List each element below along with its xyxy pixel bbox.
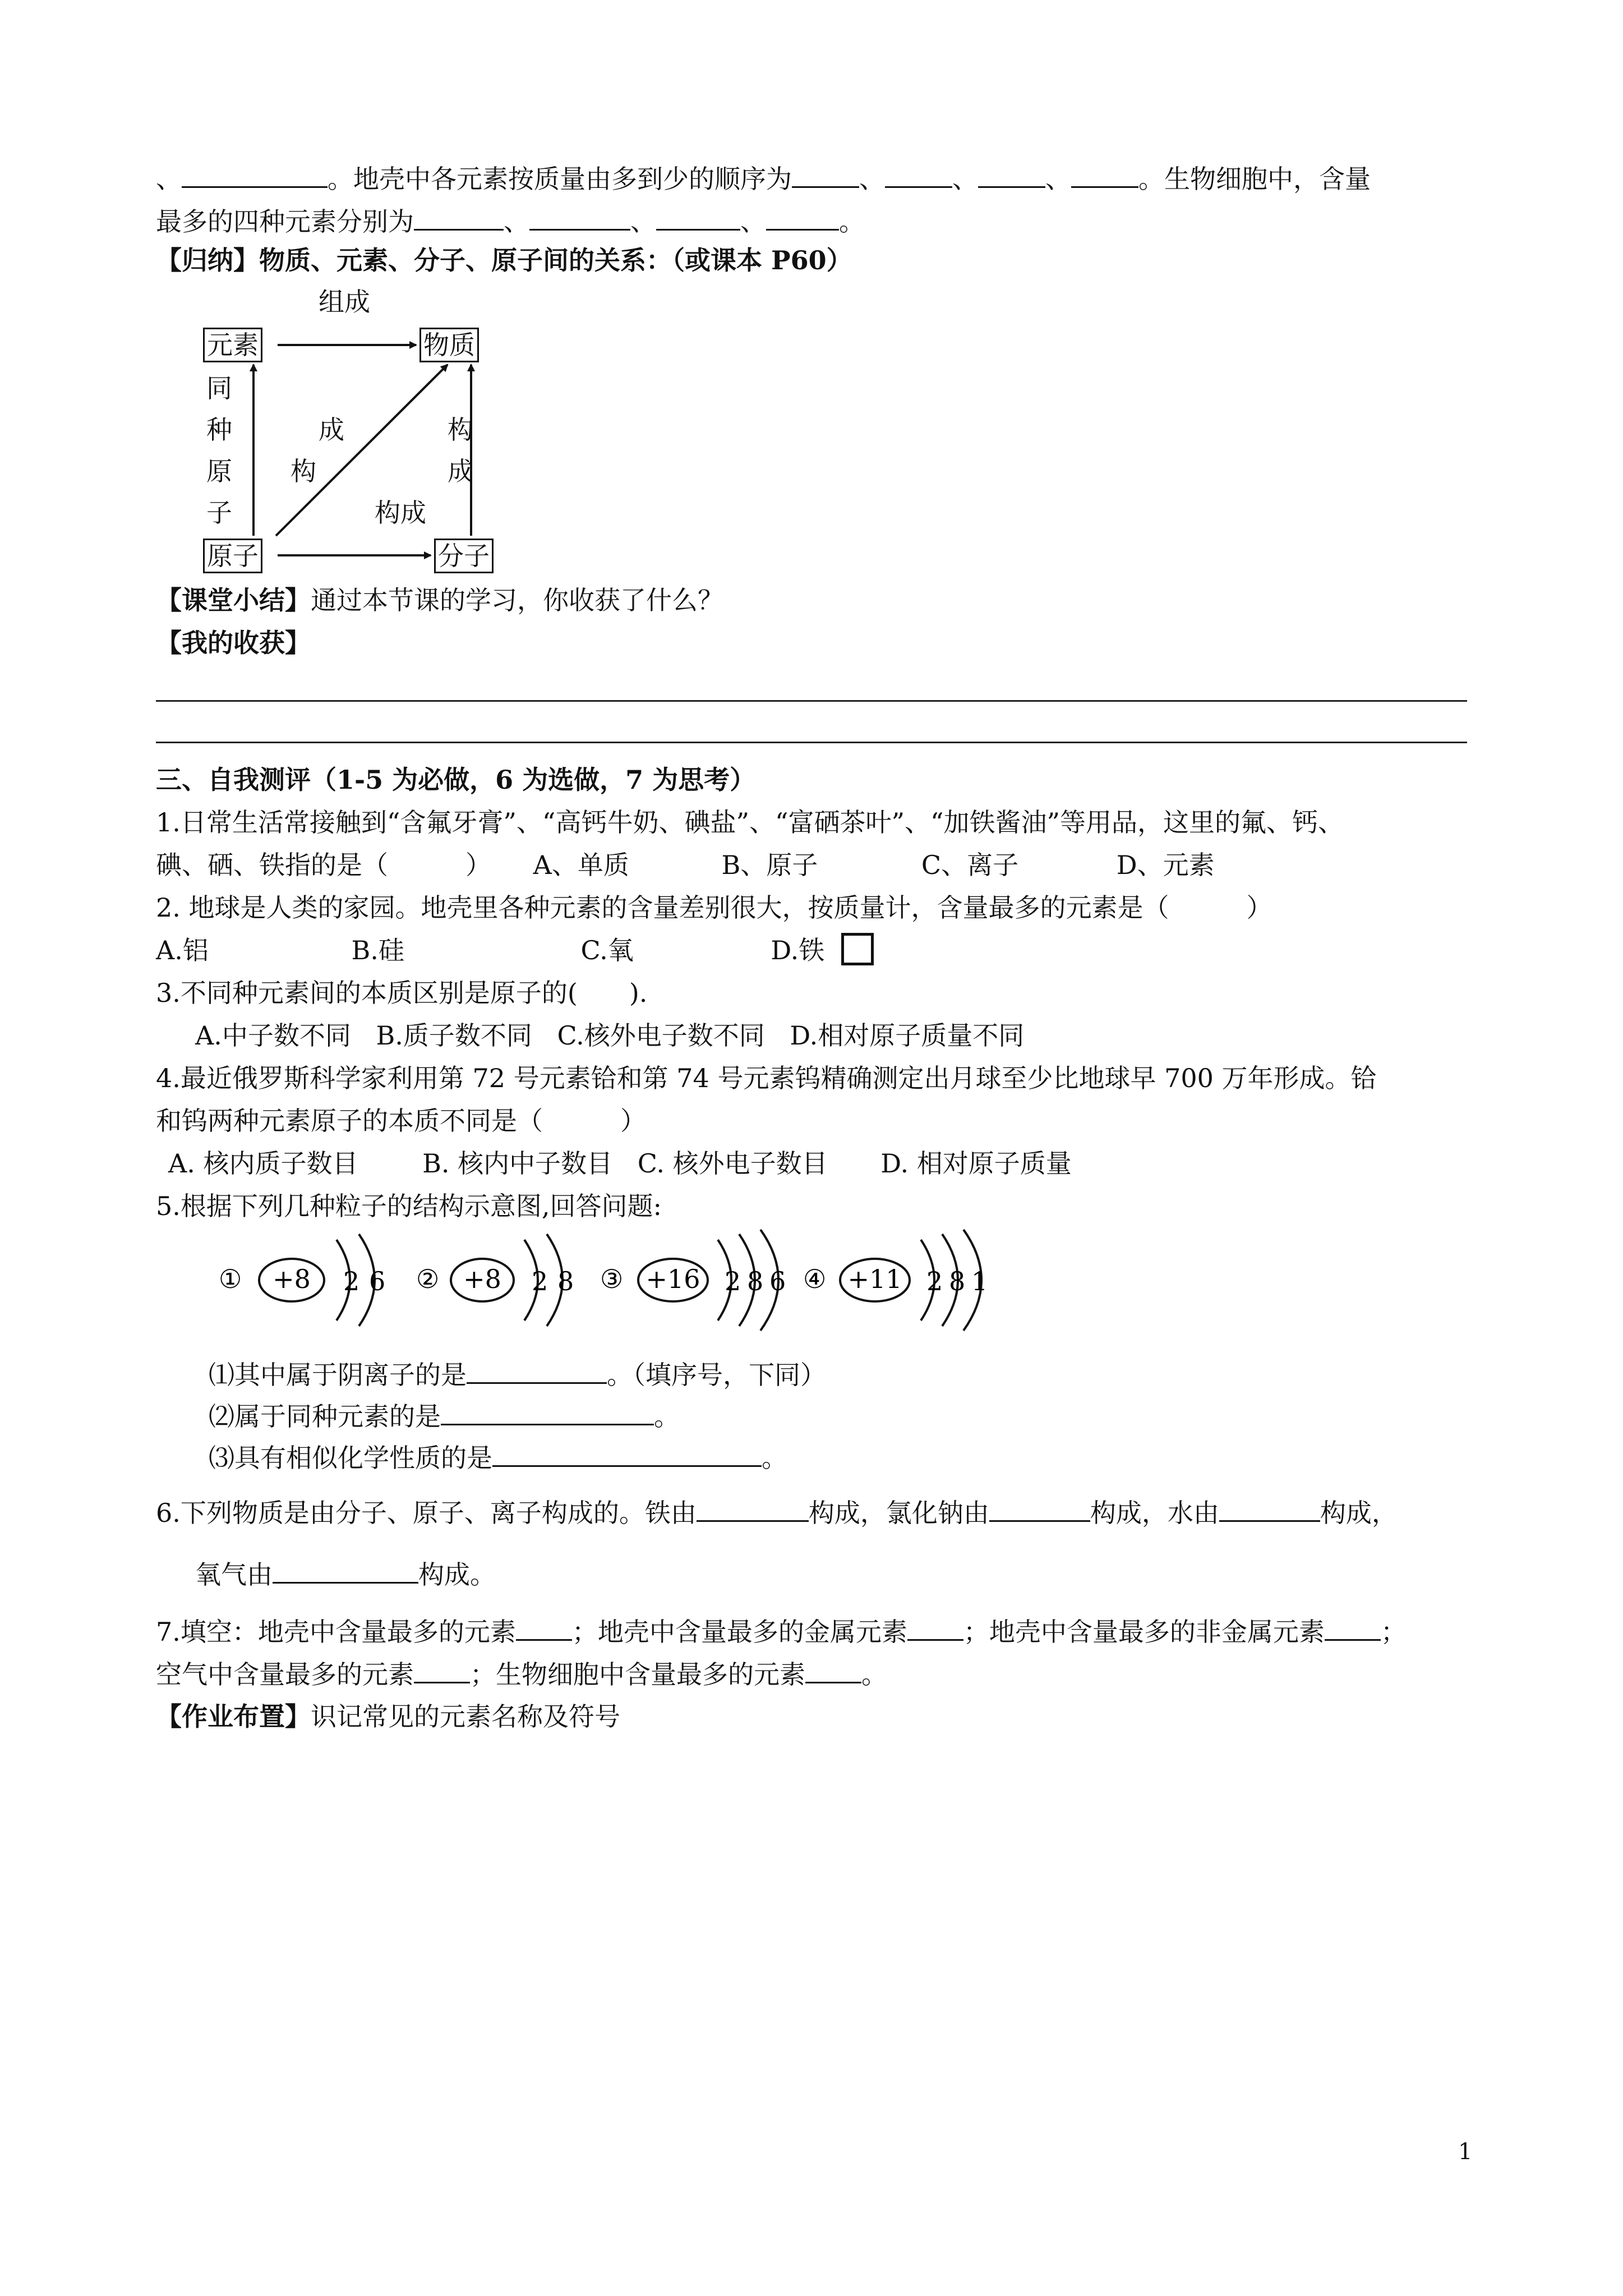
q1-option-b[interactable]: B、原子 bbox=[721, 850, 818, 880]
particle-2 bbox=[416, 1234, 574, 1326]
q1-line-1: 1.日常生活常接触到“含氟牙膏”、“高钙牛奶、碘盐”、“富硒茶叶”、“加铁酱油”等用品，这里的氟、钙、 bbox=[156, 807, 1344, 838]
fill-blank[interactable] bbox=[805, 1657, 861, 1683]
fill-blank[interactable] bbox=[1325, 1614, 1381, 1641]
q6-line-1 bbox=[156, 1496, 1398, 1530]
diagram-arrows bbox=[0, 0, 1623, 617]
q4-option-c[interactable]: C. 核外电子数目 bbox=[637, 1148, 828, 1179]
q5-sub-2 bbox=[209, 1399, 680, 1433]
fill-blank[interactable] bbox=[989, 1496, 1090, 1522]
text: 。 bbox=[861, 1659, 887, 1690]
q3-option-b[interactable]: B.质子数不同 bbox=[376, 1020, 532, 1051]
particle-1-nucleus-charge: +8 bbox=[273, 1264, 311, 1294]
q7-line-1 bbox=[156, 1614, 1407, 1649]
text: 、 bbox=[504, 206, 529, 237]
particle-4-index: ④ bbox=[803, 1264, 827, 1294]
homework-label: 【作业布置】 bbox=[156, 1701, 311, 1732]
fill-blank[interactable] bbox=[273, 1557, 418, 1584]
text: 空气中含量最多的元素 bbox=[156, 1659, 414, 1690]
q4-options bbox=[168, 1147, 1072, 1180]
homework-text: 识记常见的元素名称及符号 bbox=[311, 1701, 620, 1732]
text: 。 bbox=[839, 206, 865, 237]
label-right-1: 构 bbox=[448, 415, 473, 445]
text: 构成，氯化钠由 bbox=[808, 1498, 989, 1528]
text: ；地壳中含量最多的非金属元素 bbox=[963, 1617, 1325, 1647]
q2-option-c[interactable]: C.氧 bbox=[580, 935, 634, 965]
particle-2-shell-1: 2 bbox=[532, 1266, 548, 1296]
q1-stem: 碘、硒、铁指的是（ ） bbox=[156, 850, 491, 880]
node-substance: 物质 bbox=[419, 328, 479, 362]
particle-1-index: ① bbox=[219, 1264, 242, 1294]
q1-option-d[interactable]: D、元素 bbox=[1116, 850, 1215, 880]
q2-options bbox=[156, 933, 824, 967]
node-molecule: 分子 bbox=[434, 539, 494, 573]
label-same-kind-atom-4: 子 bbox=[206, 498, 232, 528]
text: 7.填空：地壳中含量最多的元素 bbox=[156, 1617, 516, 1647]
q2-option-a[interactable]: A.铝 bbox=[156, 935, 209, 965]
fill-blank[interactable] bbox=[1219, 1496, 1320, 1522]
q3-stem: 3.不同种元素间的本质区别是原子的( ). bbox=[156, 978, 648, 1008]
text: 。地壳中各元素按质量由多到少的顺序为 bbox=[328, 164, 792, 194]
particle-3 bbox=[600, 1230, 786, 1331]
class-summary-label: 【课堂小结】 bbox=[156, 585, 311, 615]
text: 构成，水由 bbox=[1090, 1498, 1219, 1528]
q6-line-2 bbox=[195, 1557, 496, 1591]
text: 氧气由 bbox=[195, 1559, 273, 1590]
text: 6.下列物质是由分子、原子、离子构成的。铁由 bbox=[156, 1498, 697, 1528]
label-same-kind-atom-1: 同 bbox=[206, 373, 232, 403]
q5-stem: 5.根据下列几种粒子的结构示意图,回答问题: bbox=[156, 1191, 662, 1221]
particle-2-index: ② bbox=[416, 1264, 440, 1294]
fill-blank[interactable] bbox=[697, 1496, 809, 1522]
text: ；地壳中含量最多的金属元素 bbox=[571, 1617, 907, 1647]
particle-4-nucleus-charge: +11 bbox=[847, 1264, 902, 1294]
text: 。生物细胞中，含量 bbox=[1138, 164, 1371, 194]
particle-1-shell-1: 2 bbox=[343, 1266, 360, 1296]
label-compose: 组成 bbox=[319, 287, 370, 317]
homework bbox=[156, 1700, 620, 1733]
q3-option-c[interactable]: C.核外电子数不同 bbox=[557, 1020, 765, 1051]
q3-options bbox=[195, 1019, 1024, 1052]
q4-option-b[interactable]: B. 核内中子数目 bbox=[422, 1148, 613, 1179]
fill-blank[interactable] bbox=[414, 1657, 470, 1683]
answer-box[interactable] bbox=[841, 933, 874, 965]
q2-option-b[interactable]: B.硅 bbox=[351, 935, 404, 965]
text: 。（填序号，下同） bbox=[607, 1360, 826, 1390]
q1-line-2 bbox=[156, 848, 1215, 882]
particle-2-shell-2: 8 bbox=[557, 1266, 574, 1296]
particle-2-nucleus-charge: +8 bbox=[463, 1264, 501, 1294]
class-summary bbox=[156, 583, 723, 617]
particle-3-nucleus-charge: +16 bbox=[645, 1264, 700, 1294]
text: ⑴其中属于阴离子的是 bbox=[209, 1360, 467, 1390]
q3-option-d[interactable]: D.相对原子质量不同 bbox=[790, 1020, 1025, 1051]
q1-option-c[interactable]: C、离子 bbox=[921, 850, 1019, 880]
node-element: 元素 bbox=[203, 328, 262, 362]
label-diag-1: 成 bbox=[319, 415, 344, 445]
section-3-title: 三、自我测评（1-5 为必做，6 为选做，7 为思考） bbox=[156, 765, 756, 795]
particle-3-shell-2: 8 bbox=[747, 1266, 764, 1296]
particle-3-index: ③ bbox=[600, 1264, 624, 1294]
particle-3-shell-1: 2 bbox=[725, 1266, 741, 1296]
text: ； bbox=[1380, 1617, 1407, 1647]
particle-4-shell-2: 8 bbox=[949, 1266, 966, 1296]
q2-option-d[interactable]: D.铁 bbox=[771, 935, 825, 965]
my-gain-label: 【我的收获】 bbox=[156, 628, 311, 658]
label-diag-2: 构 bbox=[291, 456, 316, 486]
text: ⑶具有相似化学性质的是 bbox=[209, 1443, 492, 1473]
particle-4 bbox=[803, 1230, 988, 1331]
q5-sub-1 bbox=[209, 1358, 826, 1392]
q5-sub-3 bbox=[209, 1441, 787, 1475]
text: 、 bbox=[630, 206, 656, 237]
fill-blank[interactable] bbox=[492, 1441, 762, 1467]
text: ；生物细胞中含量最多的元素 bbox=[470, 1659, 805, 1690]
text: 构成。 bbox=[418, 1559, 496, 1590]
text: 、 bbox=[952, 164, 978, 194]
particle-3-shell-3: 6 bbox=[769, 1266, 786, 1296]
q2-stem: 2. 地球是人类的家园。地壳里各种元素的含量差别很大，按质量计，含量最多的元素是（ ） bbox=[156, 892, 1272, 923]
particle-1-shell-2: 6 bbox=[369, 1266, 386, 1296]
q4-option-a[interactable]: A. 核内质子数目 bbox=[168, 1148, 358, 1179]
q7-line-2 bbox=[156, 1657, 887, 1691]
answer-line-1[interactable] bbox=[156, 700, 1467, 702]
text: 最多的四种元素分别为 bbox=[156, 206, 414, 237]
q4-line-1: 4.最近俄罗斯科学家利用第 72 号元素铪和第 74 号元素钨精确测定出月球至少比地球早 700 万年形成。铪 bbox=[156, 1063, 1377, 1093]
text: 。 bbox=[654, 1401, 680, 1432]
q3-option-a[interactable]: A.中子数不同 bbox=[195, 1020, 351, 1051]
particle-structure-diagrams bbox=[213, 1217, 1054, 1346]
label-bottom: 构成 bbox=[375, 498, 426, 528]
page-number: 1 bbox=[1458, 2139, 1473, 2165]
answer-line-2[interactable] bbox=[156, 742, 1467, 743]
fill-blank[interactable] bbox=[907, 1614, 963, 1641]
text: 构成， bbox=[1320, 1498, 1398, 1528]
particle-4-shell-3: 1 bbox=[971, 1266, 988, 1296]
particle-4-shell-1: 2 bbox=[926, 1266, 943, 1296]
particle-1 bbox=[219, 1234, 385, 1326]
text: 、 bbox=[859, 164, 885, 194]
label-same-kind-atom-3: 原 bbox=[206, 456, 232, 486]
label-same-kind-atom-2: 种 bbox=[206, 415, 232, 445]
fill-blank[interactable] bbox=[516, 1614, 572, 1641]
node-atom: 原子 bbox=[203, 539, 262, 573]
q4-option-d[interactable]: D. 相对原子质量 bbox=[880, 1148, 1072, 1179]
text: ⑵属于同种元素的是 bbox=[209, 1401, 441, 1432]
label-right-2: 成 bbox=[448, 456, 473, 486]
summary-label: 【归纳】 bbox=[156, 245, 259, 275]
fill-blank[interactable] bbox=[441, 1399, 654, 1425]
q1-option-a[interactable]: A、单质 bbox=[533, 850, 629, 880]
text: 、 bbox=[740, 206, 766, 237]
class-summary-text: 通过本节课的学习，你收获了什么？ bbox=[311, 585, 723, 615]
text: 、 bbox=[156, 164, 182, 194]
fill-blank[interactable] bbox=[467, 1358, 607, 1384]
q4-line-2: 和钨两种元素原子的本质不同是（ ） bbox=[156, 1106, 646, 1136]
text: 、 bbox=[1045, 164, 1071, 194]
text: 。 bbox=[762, 1443, 787, 1473]
summary-title: 物质、元素、分子、原子间的关系：（或课本 P60） bbox=[259, 245, 852, 275]
